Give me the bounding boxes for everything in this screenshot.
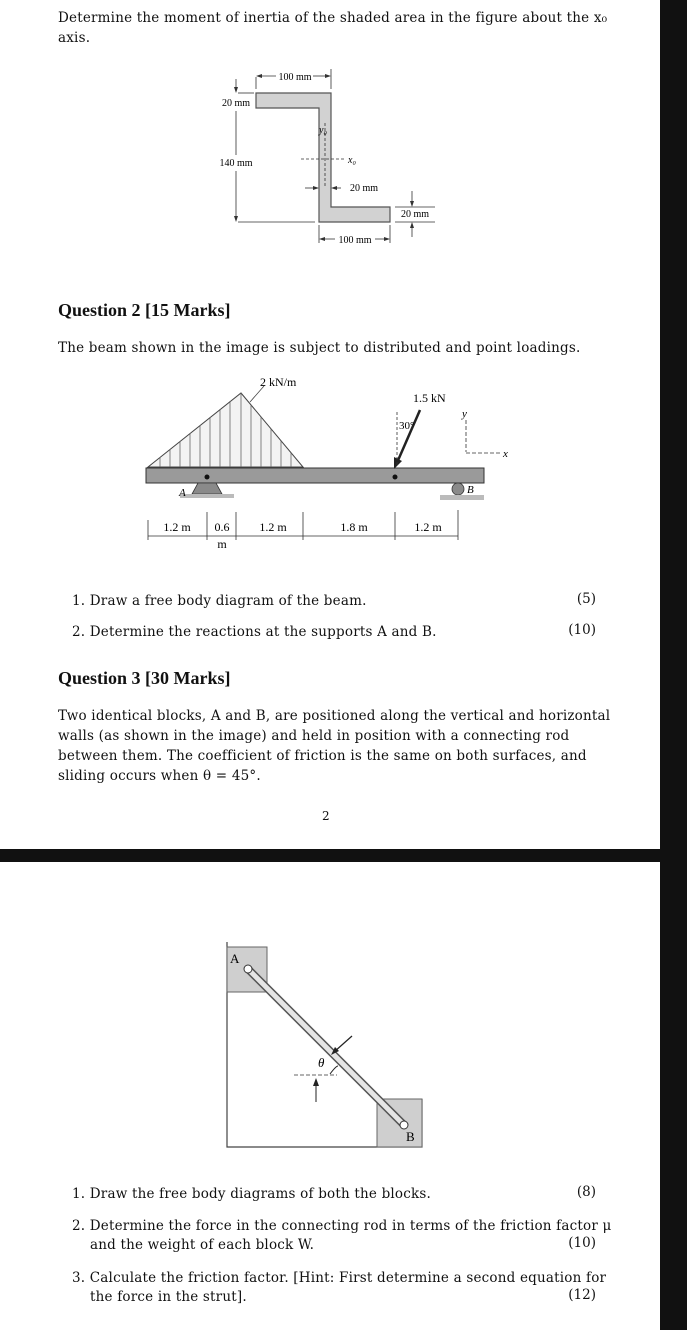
angle-theta-label: θ	[318, 1055, 325, 1070]
q3-item-1: 1. Draw the free body diagrams of both the blocks.	[72, 1186, 432, 1202]
q2-item-1: 1. Draw a free body diagram of the beam.	[72, 593, 367, 609]
distributed-load	[148, 393, 303, 467]
dim-2: 0.6	[214, 520, 230, 534]
question-2-heading: Question 2 [15 Marks]	[58, 300, 231, 320]
load-intensity-label: 2 kN/m	[260, 375, 297, 389]
support-a	[192, 483, 222, 494]
axis-y0-label: y₀	[319, 125, 327, 136]
support-a-label: A	[179, 487, 186, 499]
question-3-line-2: walls (as shown in the image) and held in position with a connecting rod	[58, 728, 570, 744]
question-3-line-1: Two identical blocks, A and B, are positioned along the vertical and horizontal	[58, 708, 611, 724]
beam-figure	[140, 370, 530, 555]
q3-item-2: 2. Determine the force in the connecting rod in terms of the friction factor μ	[72, 1218, 612, 1234]
point-load-arrow	[396, 410, 420, 465]
dim-4: 1.8 m	[340, 520, 368, 534]
q3-item-2-line-2: and the weight of each block W.	[90, 1237, 315, 1253]
question-2-text: The beam shown in the image is subject to distributed and point loadings.	[58, 340, 581, 356]
page-number: 2	[322, 809, 330, 823]
question-3-line-3: between them. The coefficient of friction is the same on both surfaces, and	[58, 748, 587, 764]
dim-5: 1.2 m	[414, 520, 442, 534]
q3-item-3: 3. Calculate the friction factor. [Hint: First determine a second equation for	[72, 1270, 607, 1286]
support-b-label: B	[467, 484, 474, 496]
page-2	[0, 862, 660, 1330]
q3-item-1-marks: (8)	[576, 1184, 596, 1200]
dim-bottom-width: 100 mm	[338, 235, 372, 246]
q3-item-3-line-2: the force in the strut].	[90, 1289, 247, 1305]
dim-bottom-thickness: 20 mm	[400, 209, 430, 220]
intro-text: Determine the moment of inertia of the shaded area in the figure about the x₀ axis.	[58, 10, 608, 46]
z-section-figure	[200, 65, 460, 255]
block-b-label: B	[406, 1129, 415, 1144]
q3-item-2-marks: (10)	[568, 1235, 596, 1251]
load-angle-label: 30°	[399, 420, 415, 432]
q2-item-2: 2. Determine the reactions at the supports A and B.	[72, 624, 437, 640]
dim-web-thickness: 20 mm	[349, 183, 379, 194]
axis-x0-label: x₀	[348, 155, 356, 166]
dim-3: 1.2 m	[259, 520, 287, 534]
beam	[146, 468, 484, 483]
question-3-heading: Question 3 [30 Marks]	[58, 668, 231, 688]
block-a-label: A	[230, 951, 240, 966]
dim-top-thickness: 20 mm	[221, 98, 251, 109]
q3-item-3-marks: (12)	[568, 1287, 596, 1303]
dim-top-width: 100 mm	[278, 72, 312, 83]
dim-2-unit: m	[217, 537, 227, 551]
blocks-rod-figure	[212, 942, 437, 1162]
q2-item-1-marks: (5)	[576, 591, 596, 607]
point-load-label: 1.5 kN	[413, 391, 446, 405]
q2-item-2-marks: (10)	[568, 622, 596, 638]
shaded-area	[256, 93, 390, 222]
axis-x-label: x	[503, 448, 508, 460]
question-3-line-4: sliding occurs when θ = 45°.	[58, 768, 261, 784]
dim-height: 140 mm	[219, 158, 253, 169]
support-b-roller	[452, 483, 464, 495]
axis-y-label: y	[462, 408, 467, 420]
dim-1: 1.2 m	[163, 520, 191, 534]
